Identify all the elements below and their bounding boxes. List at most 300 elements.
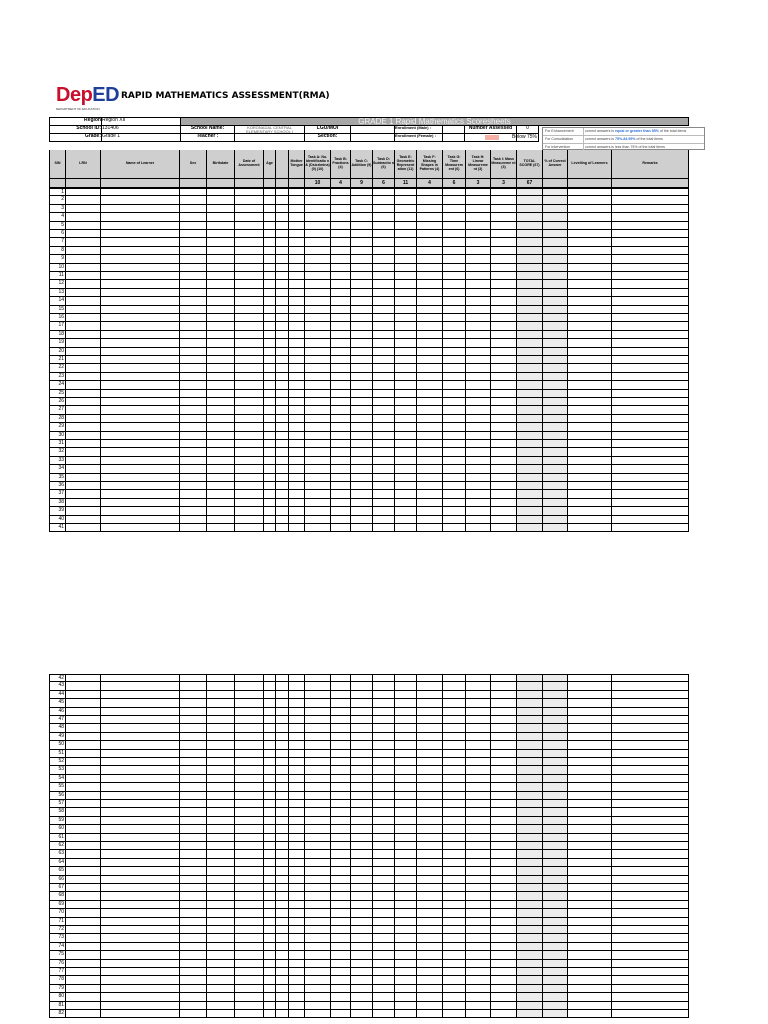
score-cell[interactable]	[289, 859, 305, 867]
score-cell[interactable]	[395, 934, 417, 942]
score-cell[interactable]	[264, 280, 276, 288]
score-cell[interactable]	[207, 406, 235, 414]
score-cell[interactable]	[207, 272, 235, 280]
score-cell[interactable]	[443, 423, 466, 431]
score-cell[interactable]	[331, 230, 351, 238]
score-cell[interactable]	[491, 264, 517, 272]
score-cell[interactable]	[264, 490, 276, 498]
score-cell[interactable]	[351, 699, 373, 707]
score-cell[interactable]	[66, 507, 101, 515]
score-cell[interactable]	[395, 490, 417, 498]
score-cell[interactable]	[101, 364, 180, 372]
score-cell[interactable]	[568, 482, 612, 490]
score-cell[interactable]	[289, 448, 305, 456]
score-cell[interactable]	[612, 817, 689, 825]
score-cell[interactable]	[417, 918, 443, 926]
score-cell[interactable]	[207, 842, 235, 850]
score-cell[interactable]	[543, 196, 568, 204]
score-cell[interactable]	[207, 381, 235, 389]
score-cell[interactable]	[351, 238, 373, 246]
score-cell[interactable]	[180, 783, 207, 791]
score-cell[interactable]	[289, 356, 305, 364]
score-cell[interactable]	[612, 884, 689, 892]
score-cell[interactable]	[395, 775, 417, 783]
score-cell[interactable]	[305, 423, 331, 431]
score-cell[interactable]	[180, 306, 207, 314]
score-cell[interactable]	[235, 926, 264, 934]
score-cell[interactable]	[351, 943, 373, 951]
score-cell[interactable]	[180, 934, 207, 942]
score-cell[interactable]	[395, 499, 417, 507]
score-cell[interactable]	[289, 230, 305, 238]
score-cell[interactable]	[180, 741, 207, 749]
score-cell[interactable]	[443, 901, 466, 909]
score-cell[interactable]	[305, 398, 331, 406]
score-cell[interactable]	[543, 834, 568, 842]
score-cell[interactable]	[264, 918, 276, 926]
score-cell[interactable]	[207, 482, 235, 490]
score-cell[interactable]	[395, 674, 417, 682]
score-cell[interactable]	[66, 297, 101, 305]
score-cell[interactable]	[373, 918, 395, 926]
score-cell[interactable]	[66, 800, 101, 808]
score-cell[interactable]	[417, 196, 443, 204]
score-cell[interactable]	[207, 909, 235, 917]
score-cell[interactable]	[101, 934, 180, 942]
score-cell[interactable]	[207, 792, 235, 800]
score-cell[interactable]	[517, 213, 543, 221]
score-cell[interactable]	[66, 289, 101, 297]
score-cell[interactable]	[264, 415, 276, 423]
score-cell[interactable]	[491, 516, 517, 524]
score-cell[interactable]	[395, 699, 417, 707]
score-cell[interactable]	[351, 733, 373, 741]
score-cell[interactable]	[264, 398, 276, 406]
score-cell[interactable]	[543, 976, 568, 984]
score-cell[interactable]	[276, 733, 289, 741]
score-cell[interactable]	[264, 850, 276, 858]
score-cell[interactable]	[331, 993, 351, 1001]
score-cell[interactable]	[612, 423, 689, 431]
score-cell[interactable]	[466, 699, 491, 707]
score-cell[interactable]	[517, 390, 543, 398]
score-cell[interactable]	[491, 398, 517, 406]
score-cell[interactable]	[235, 825, 264, 833]
score-cell[interactable]	[264, 985, 276, 993]
score-cell[interactable]	[180, 222, 207, 230]
score-cell[interactable]	[264, 842, 276, 850]
score-cell[interactable]	[466, 724, 491, 732]
score-cell[interactable]	[101, 406, 180, 414]
score-cell[interactable]	[289, 297, 305, 305]
score-cell[interactable]	[612, 272, 689, 280]
score-cell[interactable]	[373, 306, 395, 314]
score-cell[interactable]	[207, 499, 235, 507]
score-cell[interactable]	[373, 775, 395, 783]
score-cell[interactable]	[612, 934, 689, 942]
score-cell[interactable]	[395, 1010, 417, 1018]
score-cell[interactable]	[331, 1002, 351, 1010]
score-cell[interactable]	[331, 255, 351, 263]
score-cell[interactable]	[612, 432, 689, 440]
score-cell[interactable]	[180, 381, 207, 389]
score-cell[interactable]	[331, 741, 351, 749]
score-cell[interactable]	[543, 691, 568, 699]
score-cell[interactable]	[466, 775, 491, 783]
score-cell[interactable]	[443, 892, 466, 900]
score-cell[interactable]	[517, 406, 543, 414]
score-cell[interactable]	[466, 993, 491, 1001]
score-cell[interactable]	[289, 272, 305, 280]
score-cell[interactable]	[331, 934, 351, 942]
score-cell[interactable]	[180, 356, 207, 364]
score-cell[interactable]	[417, 406, 443, 414]
score-cell[interactable]	[305, 758, 331, 766]
score-cell[interactable]	[264, 926, 276, 934]
score-cell[interactable]	[443, 390, 466, 398]
score-cell[interactable]	[276, 960, 289, 968]
score-cell[interactable]	[305, 1002, 331, 1010]
score-cell[interactable]	[543, 934, 568, 942]
score-cell[interactable]	[207, 238, 235, 246]
score-cell[interactable]	[373, 490, 395, 498]
score-cell[interactable]	[543, 850, 568, 858]
score-cell[interactable]	[543, 909, 568, 917]
score-cell[interactable]	[466, 280, 491, 288]
score-cell[interactable]	[417, 373, 443, 381]
score-cell[interactable]	[331, 373, 351, 381]
score-cell[interactable]	[207, 432, 235, 440]
score-cell[interactable]	[395, 222, 417, 230]
score-cell[interactable]	[207, 339, 235, 347]
score-cell[interactable]	[276, 280, 289, 288]
score-cell[interactable]	[207, 373, 235, 381]
score-cell[interactable]	[207, 775, 235, 783]
score-cell[interactable]	[491, 867, 517, 875]
score-cell[interactable]	[517, 766, 543, 774]
score-cell[interactable]	[395, 850, 417, 858]
score-cell[interactable]	[395, 213, 417, 221]
score-cell[interactable]	[101, 474, 180, 482]
score-cell[interactable]	[443, 255, 466, 263]
score-cell[interactable]	[180, 867, 207, 875]
score-cell[interactable]	[466, 682, 491, 690]
score-cell[interactable]	[612, 993, 689, 1001]
score-cell[interactable]	[443, 817, 466, 825]
score-cell[interactable]	[568, 381, 612, 389]
score-cell[interactable]	[207, 825, 235, 833]
score-cell[interactable]	[264, 289, 276, 297]
score-cell[interactable]	[276, 306, 289, 314]
score-cell[interactable]	[305, 457, 331, 465]
score-cell[interactable]	[491, 331, 517, 339]
score-cell[interactable]	[331, 238, 351, 246]
score-cell[interactable]	[543, 373, 568, 381]
score-cell[interactable]	[417, 808, 443, 816]
score-cell[interactable]	[612, 406, 689, 414]
score-cell[interactable]	[276, 968, 289, 976]
score-cell[interactable]	[395, 348, 417, 356]
score-cell[interactable]	[395, 901, 417, 909]
score-cell[interactable]	[235, 297, 264, 305]
score-cell[interactable]	[517, 465, 543, 473]
score-cell[interactable]	[543, 985, 568, 993]
score-cell[interactable]	[568, 390, 612, 398]
score-cell[interactable]	[466, 934, 491, 942]
score-cell[interactable]	[466, 356, 491, 364]
score-cell[interactable]	[466, 850, 491, 858]
score-cell[interactable]	[264, 909, 276, 917]
score-cell[interactable]	[276, 842, 289, 850]
score-cell[interactable]	[101, 524, 180, 532]
score-cell[interactable]	[305, 800, 331, 808]
score-cell[interactable]	[443, 205, 466, 213]
score-cell[interactable]	[351, 507, 373, 515]
teacher-value[interactable]	[235, 134, 305, 142]
score-cell[interactable]	[101, 490, 180, 498]
score-cell[interactable]	[180, 331, 207, 339]
score-cell[interactable]	[101, 331, 180, 339]
score-cell[interactable]	[305, 766, 331, 774]
score-cell[interactable]	[180, 926, 207, 934]
score-cell[interactable]	[395, 825, 417, 833]
score-cell[interactable]	[543, 741, 568, 749]
score-cell[interactable]	[568, 272, 612, 280]
score-cell[interactable]	[373, 289, 395, 297]
score-cell[interactable]	[612, 264, 689, 272]
score-cell[interactable]	[264, 213, 276, 221]
score-cell[interactable]	[101, 741, 180, 749]
score-cell[interactable]	[207, 188, 235, 196]
score-cell[interactable]	[180, 733, 207, 741]
score-cell[interactable]	[612, 918, 689, 926]
score-cell[interactable]	[101, 750, 180, 758]
score-cell[interactable]	[351, 406, 373, 414]
score-cell[interactable]	[568, 465, 612, 473]
score-cell[interactable]	[373, 280, 395, 288]
score-cell[interactable]	[331, 272, 351, 280]
score-cell[interactable]	[466, 1002, 491, 1010]
score-cell[interactable]	[289, 507, 305, 515]
score-cell[interactable]	[305, 733, 331, 741]
score-cell[interactable]	[491, 800, 517, 808]
score-cell[interactable]	[543, 222, 568, 230]
score-cell[interactable]	[612, 457, 689, 465]
score-cell[interactable]	[207, 465, 235, 473]
score-cell[interactable]	[417, 976, 443, 984]
score-cell[interactable]	[66, 423, 101, 431]
score-cell[interactable]	[568, 884, 612, 892]
score-cell[interactable]	[276, 297, 289, 305]
score-cell[interactable]	[207, 741, 235, 749]
score-cell[interactable]	[207, 306, 235, 314]
score-cell[interactable]	[331, 457, 351, 465]
score-cell[interactable]	[443, 842, 466, 850]
score-cell[interactable]	[235, 834, 264, 842]
score-cell[interactable]	[101, 825, 180, 833]
score-cell[interactable]	[351, 985, 373, 993]
score-cell[interactable]	[207, 708, 235, 716]
score-cell[interactable]	[543, 482, 568, 490]
score-cell[interactable]	[491, 188, 517, 196]
score-cell[interactable]	[612, 741, 689, 749]
score-cell[interactable]	[264, 423, 276, 431]
score-cell[interactable]	[466, 674, 491, 682]
score-cell[interactable]	[331, 524, 351, 532]
score-cell[interactable]	[264, 859, 276, 867]
score-cell[interactable]	[351, 247, 373, 255]
score-cell[interactable]	[331, 834, 351, 842]
score-cell[interactable]	[543, 356, 568, 364]
score-cell[interactable]	[66, 213, 101, 221]
score-cell[interactable]	[305, 876, 331, 884]
score-cell[interactable]	[180, 406, 207, 414]
score-cell[interactable]	[395, 1002, 417, 1010]
score-cell[interactable]	[517, 364, 543, 372]
score-cell[interactable]	[491, 716, 517, 724]
score-cell[interactable]	[373, 390, 395, 398]
score-cell[interactable]	[180, 993, 207, 1001]
score-cell[interactable]	[417, 884, 443, 892]
score-cell[interactable]	[351, 356, 373, 364]
score-cell[interactable]	[417, 985, 443, 993]
score-cell[interactable]	[305, 699, 331, 707]
score-cell[interactable]	[101, 465, 180, 473]
score-cell[interactable]	[180, 842, 207, 850]
score-cell[interactable]	[351, 474, 373, 482]
score-cell[interactable]	[543, 516, 568, 524]
score-cell[interactable]	[305, 926, 331, 934]
score-cell[interactable]	[351, 280, 373, 288]
score-cell[interactable]	[373, 457, 395, 465]
score-cell[interactable]	[66, 708, 101, 716]
score-cell[interactable]	[207, 834, 235, 842]
score-cell[interactable]	[101, 758, 180, 766]
score-cell[interactable]	[373, 750, 395, 758]
score-cell[interactable]	[466, 792, 491, 800]
score-cell[interactable]	[612, 364, 689, 372]
score-cell[interactable]	[568, 331, 612, 339]
score-cell[interactable]	[351, 918, 373, 926]
score-cell[interactable]	[331, 205, 351, 213]
score-cell[interactable]	[331, 415, 351, 423]
score-cell[interactable]	[235, 222, 264, 230]
score-cell[interactable]	[180, 691, 207, 699]
score-cell[interactable]	[443, 825, 466, 833]
score-cell[interactable]	[395, 524, 417, 532]
score-cell[interactable]	[264, 884, 276, 892]
score-cell[interactable]	[543, 943, 568, 951]
score-cell[interactable]	[180, 976, 207, 984]
score-cell[interactable]	[443, 322, 466, 330]
score-cell[interactable]	[612, 356, 689, 364]
score-cell[interactable]	[289, 876, 305, 884]
enrollment-female-value[interactable]	[443, 134, 465, 142]
score-cell[interactable]	[373, 423, 395, 431]
score-cell[interactable]	[517, 238, 543, 246]
score-cell[interactable]	[264, 348, 276, 356]
score-cell[interactable]	[443, 230, 466, 238]
score-cell[interactable]	[101, 808, 180, 816]
score-cell[interactable]	[207, 808, 235, 816]
score-cell[interactable]	[235, 499, 264, 507]
score-cell[interactable]	[276, 859, 289, 867]
score-cell[interactable]	[568, 339, 612, 347]
score-cell[interactable]	[373, 733, 395, 741]
score-cell[interactable]	[66, 448, 101, 456]
score-cell[interactable]	[235, 381, 264, 389]
score-cell[interactable]	[373, 222, 395, 230]
score-cell[interactable]	[180, 884, 207, 892]
score-cell[interactable]	[543, 733, 568, 741]
score-cell[interactable]	[517, 909, 543, 917]
score-cell[interactable]	[331, 482, 351, 490]
score-cell[interactable]	[417, 825, 443, 833]
score-cell[interactable]	[101, 297, 180, 305]
score-cell[interactable]	[373, 406, 395, 414]
score-cell[interactable]	[66, 859, 101, 867]
score-cell[interactable]	[543, 339, 568, 347]
score-cell[interactable]	[395, 960, 417, 968]
score-cell[interactable]	[517, 373, 543, 381]
score-cell[interactable]	[491, 892, 517, 900]
score-cell[interactable]	[443, 741, 466, 749]
score-cell[interactable]	[491, 943, 517, 951]
score-cell[interactable]	[517, 691, 543, 699]
score-cell[interactable]	[466, 474, 491, 482]
score-cell[interactable]	[491, 1002, 517, 1010]
score-cell[interactable]	[101, 322, 180, 330]
score-cell[interactable]	[276, 331, 289, 339]
score-cell[interactable]	[443, 398, 466, 406]
score-cell[interactable]	[568, 448, 612, 456]
score-cell[interactable]	[305, 825, 331, 833]
score-cell[interactable]	[66, 766, 101, 774]
score-cell[interactable]	[568, 432, 612, 440]
score-cell[interactable]	[491, 457, 517, 465]
score-cell[interactable]	[264, 238, 276, 246]
score-cell[interactable]	[417, 482, 443, 490]
score-cell[interactable]	[331, 901, 351, 909]
score-cell[interactable]	[351, 297, 373, 305]
score-cell[interactable]	[417, 205, 443, 213]
score-cell[interactable]	[417, 465, 443, 473]
score-cell[interactable]	[395, 783, 417, 791]
score-cell[interactable]	[66, 733, 101, 741]
score-cell[interactable]	[443, 926, 466, 934]
score-cell[interactable]	[395, 415, 417, 423]
score-cell[interactable]	[264, 825, 276, 833]
score-cell[interactable]	[466, 331, 491, 339]
score-cell[interactable]	[66, 901, 101, 909]
score-cell[interactable]	[276, 398, 289, 406]
score-cell[interactable]	[543, 674, 568, 682]
score-cell[interactable]	[264, 951, 276, 959]
score-cell[interactable]	[373, 196, 395, 204]
score-cell[interactable]	[351, 457, 373, 465]
score-cell[interactable]	[373, 264, 395, 272]
score-cell[interactable]	[466, 348, 491, 356]
score-cell[interactable]	[568, 792, 612, 800]
score-cell[interactable]	[466, 783, 491, 791]
score-cell[interactable]	[235, 892, 264, 900]
score-cell[interactable]	[305, 951, 331, 959]
score-cell[interactable]	[207, 507, 235, 515]
score-cell[interactable]	[235, 884, 264, 892]
score-cell[interactable]	[612, 960, 689, 968]
score-cell[interactable]	[331, 867, 351, 875]
score-cell[interactable]	[305, 507, 331, 515]
